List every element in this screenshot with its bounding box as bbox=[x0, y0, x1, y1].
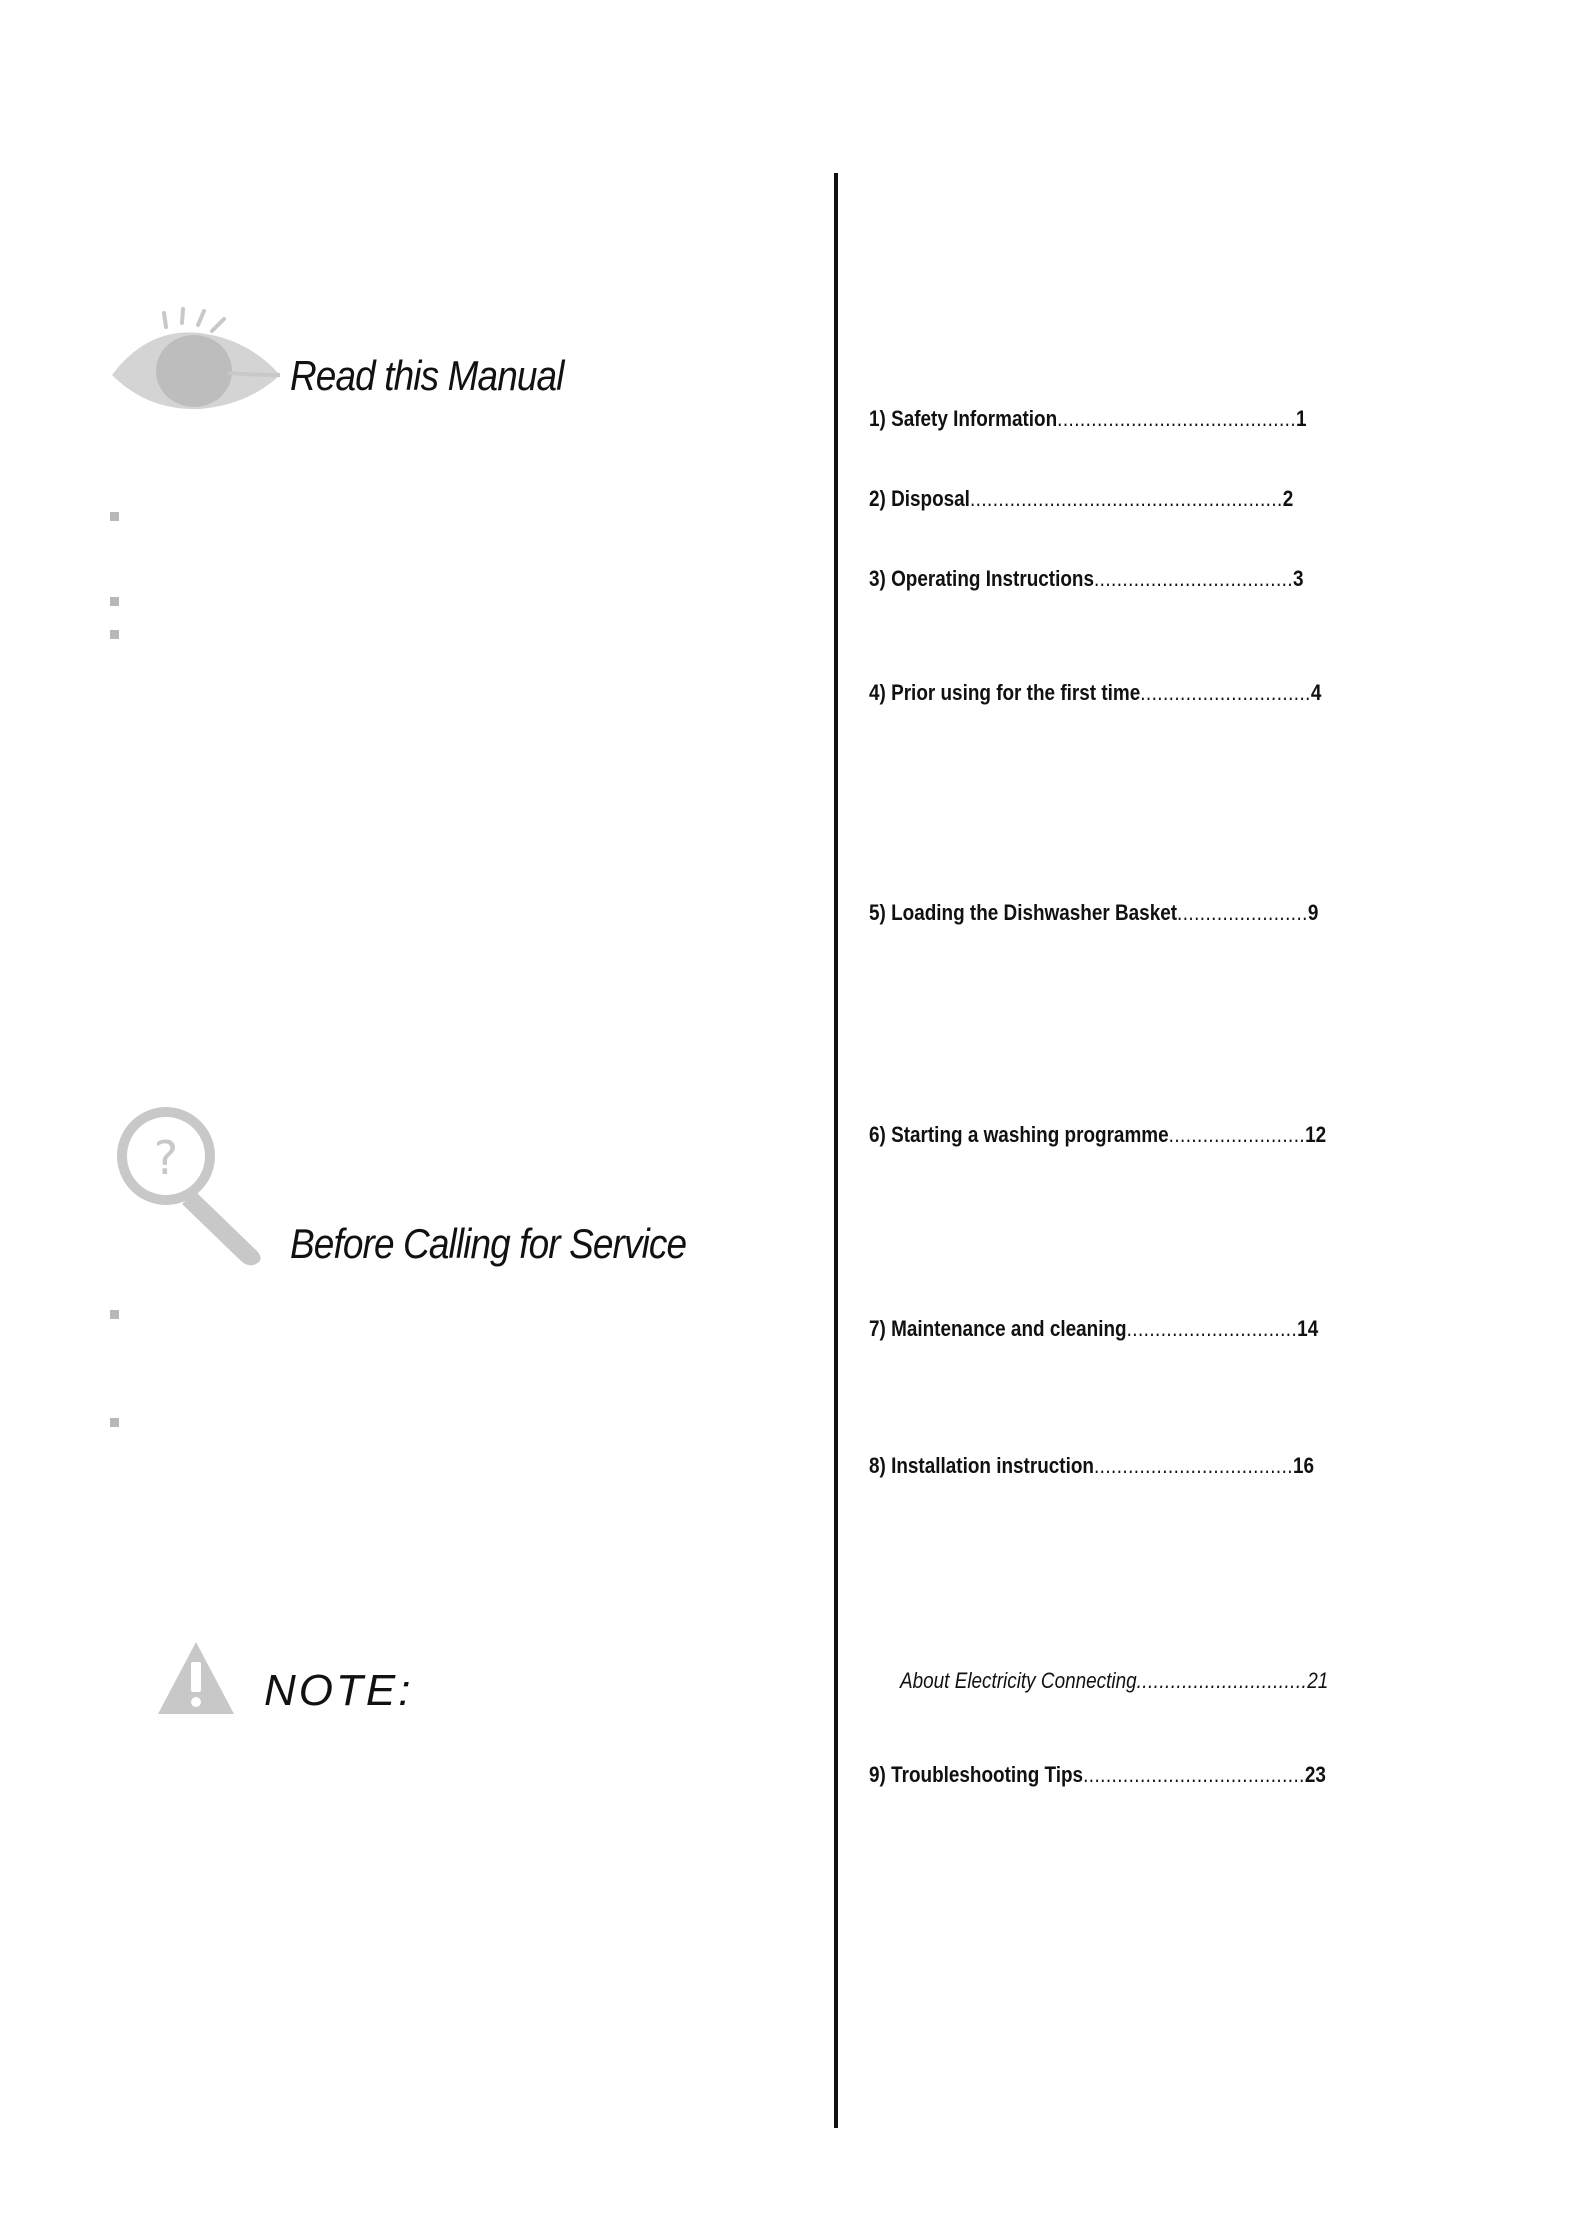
toc-label: 5) Loading the Dishwasher Basket bbox=[869, 900, 1178, 925]
eye-icon bbox=[108, 305, 284, 417]
note-title: NOTE: bbox=[264, 1666, 414, 1715]
toc-page: 9 bbox=[1307, 900, 1319, 925]
bullet-marker bbox=[110, 1418, 119, 1427]
toc-leader: ................................... bbox=[1093, 566, 1294, 591]
toc-page: 14 bbox=[1297, 1316, 1319, 1341]
toc-entry-prior-using[interactable] bbox=[869, 680, 1321, 706]
toc-label: 2) Disposal bbox=[869, 486, 970, 511]
magnifier-question-icon bbox=[112, 1100, 272, 1270]
bullet-marker bbox=[110, 512, 119, 521]
toc-page: 1 bbox=[1296, 406, 1307, 431]
toc-leader: ........................ bbox=[1168, 1122, 1306, 1147]
toc-entry-loading-basket[interactable] bbox=[869, 900, 1318, 926]
toc-page: 23 bbox=[1304, 1762, 1326, 1787]
toc-page: 2 bbox=[1282, 486, 1294, 511]
toc-label: 4) Prior using for the first time bbox=[869, 680, 1141, 705]
toc-label: 6) Starting a washing programme bbox=[869, 1122, 1169, 1147]
toc-leader: ................................... bbox=[1093, 1453, 1293, 1478]
toc-page: 21 bbox=[1307, 1668, 1329, 1693]
toc-entry-operating-instructions[interactable] bbox=[869, 566, 1304, 592]
toc-label: 3) Operating Instructions bbox=[869, 566, 1094, 591]
toc-leader: .............................. bbox=[1140, 680, 1311, 705]
toc-entry-installation[interactable] bbox=[869, 1453, 1314, 1479]
toc-page: 3 bbox=[1293, 566, 1304, 591]
toc-leader: ....................................... bbox=[1083, 1762, 1305, 1787]
bullet-marker bbox=[110, 597, 119, 606]
column-divider bbox=[834, 173, 838, 2128]
toc-page: 4 bbox=[1310, 680, 1322, 705]
svg-text:?: ? bbox=[153, 1131, 179, 1185]
toc-entry-starting-programme[interactable] bbox=[869, 1122, 1326, 1148]
toc-entry-troubleshooting[interactable] bbox=[869, 1762, 1326, 1788]
bullet-marker bbox=[110, 1310, 119, 1319]
toc-leader: .............................. bbox=[1126, 1316, 1298, 1341]
toc-leader: ....................... bbox=[1177, 900, 1308, 925]
read-manual-title: Read this Manual bbox=[290, 352, 564, 399]
toc-leader: .............................. bbox=[1136, 1668, 1308, 1693]
toc-entry-maintenance[interactable] bbox=[869, 1316, 1318, 1342]
toc-label: 1) Safety Information bbox=[869, 406, 1058, 431]
bullet-marker bbox=[110, 630, 119, 639]
toc-page: 12 bbox=[1305, 1122, 1327, 1147]
toc-entry-disposal[interactable] bbox=[869, 486, 1293, 512]
before-service-title: Before Calling for Service bbox=[290, 1220, 687, 1267]
toc-label: 9) Troubleshooting Tips bbox=[869, 1762, 1084, 1787]
toc-leader: .......................................... bbox=[1057, 406, 1297, 431]
warning-triangle-icon bbox=[156, 1640, 236, 1716]
toc-label: 8) Installation instruction bbox=[869, 1453, 1094, 1478]
toc-label: About Electricity Connecting bbox=[900, 1668, 1137, 1693]
toc-label: 7) Maintenance and cleaning bbox=[869, 1316, 1127, 1341]
toc-leader: ....................................................... bbox=[969, 486, 1283, 511]
toc-entry-safety-information[interactable] bbox=[869, 406, 1307, 432]
toc-page: 16 bbox=[1292, 1453, 1315, 1478]
toc-entry-electricity-connecting[interactable] bbox=[900, 1668, 1328, 1694]
